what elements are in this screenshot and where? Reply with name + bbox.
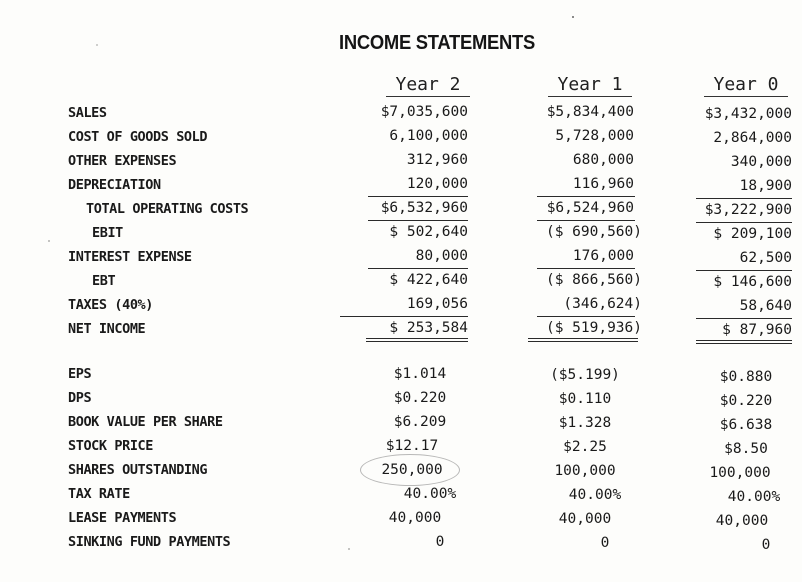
cell-interest-expense-year-1: 176,000 xyxy=(572,248,634,264)
cell-total-operating-costs-year-0: $3,222,900 xyxy=(704,202,792,218)
row-label-book-value-per-share: BOOK VALUE PER SHARE xyxy=(68,414,223,430)
cell-book-value-year-2: $6.209 xyxy=(393,414,447,430)
cell-ebt-year-1: ($ 866,560) xyxy=(545,272,642,288)
row-label-sinking-fund-payments: SINKING FUND PAYMENTS xyxy=(68,534,231,550)
underline-interest-expense-year-1 xyxy=(537,268,635,269)
cell-ebt-year-2: $ 422,640 xyxy=(389,272,468,288)
cell-stock-price-year-0: $8.50 xyxy=(724,441,768,457)
cell-lease-payments-year-0: 40,000 xyxy=(715,513,769,529)
cell-sales-year-2: $7,035,600 xyxy=(380,104,468,120)
row-label-total-operating-costs: TOTAL OPERATING COSTS xyxy=(86,201,249,217)
double-underline-net-income-year-1-a xyxy=(528,338,638,339)
row-label-lease-payments: LEASE PAYMENTS xyxy=(68,510,177,526)
cell-shares-outstanding-year-0: 100,000 xyxy=(709,465,771,481)
cell-eps-year-0: $0.880 xyxy=(719,369,773,385)
cell-net-income-year-1: ($ 519,936) xyxy=(545,320,642,336)
column-header-year-2: Year 2 xyxy=(386,74,470,97)
cell-cogs-year-0: 2,864,000 xyxy=(713,130,792,146)
page-title: INCOME STATEMENTS xyxy=(339,32,536,54)
cell-shares-outstanding-year-1: 100,000 xyxy=(554,463,616,479)
underline-taxes-year-0 xyxy=(696,318,792,319)
cell-net-income-year-0: $ 87,960 xyxy=(722,322,792,338)
cell-shares-outstanding-year-2: 250,000 xyxy=(381,462,443,478)
cell-book-value-year-0: $6.638 xyxy=(719,417,773,433)
cell-total-operating-costs-year-1: $6,524,960 xyxy=(546,200,634,216)
cell-interest-expense-year-2: 80,000 xyxy=(415,248,468,264)
row-label-sales: SALES xyxy=(68,105,107,121)
double-underline-net-income-year-0-b xyxy=(696,343,792,344)
cell-tax-rate-year-0: 40.00% xyxy=(727,489,781,505)
cell-other-expenses-year-2: 312,960 xyxy=(406,152,468,168)
cell-lease-payments-year-2: 40,000 xyxy=(388,510,442,526)
cell-taxes-year-0: 58,640 xyxy=(739,298,792,314)
cell-depreciation-year-1: 116,960 xyxy=(572,176,634,192)
cell-ebit-year-0: $ 209,100 xyxy=(713,226,792,242)
cell-sinking-fund-year-2: 0 xyxy=(435,534,445,550)
cell-other-expenses-year-0: 340,000 xyxy=(730,154,792,170)
double-underline-net-income-year-2-a xyxy=(366,338,468,339)
underline-total-operating-costs-year-0 xyxy=(696,222,792,223)
row-label-ebt: EBT xyxy=(92,273,116,289)
cell-other-expenses-year-1: 680,000 xyxy=(572,152,634,168)
column-header-year-1: Year 1 xyxy=(548,74,632,97)
row-label-dps: DPS xyxy=(68,390,92,406)
double-underline-net-income-year-0-a xyxy=(696,340,792,341)
underline-taxes-year-1 xyxy=(537,316,635,317)
cell-stock-price-year-2: $12.17 xyxy=(385,438,439,454)
row-label-eps: EPS xyxy=(68,366,92,382)
cell-depreciation-year-2: 120,000 xyxy=(406,176,468,192)
double-underline-net-income-year-2-b xyxy=(366,341,468,342)
cell-dps-year-1: $0.110 xyxy=(558,391,612,407)
cell-sales-year-0: $3,432,000 xyxy=(704,106,792,122)
underline-depreciation-year-2 xyxy=(368,196,468,197)
row-label-other-expenses: OTHER EXPENSES xyxy=(68,153,177,169)
scan-speck xyxy=(572,16,574,18)
cell-ebt-year-0: $ 146,600 xyxy=(713,274,792,290)
cell-sinking-fund-year-0: 0 xyxy=(761,537,771,553)
row-label-cost-of-goods-sold: COST OF GOODS SOLD xyxy=(68,129,208,145)
column-header-year-0: Year 0 xyxy=(704,74,788,97)
cell-taxes-year-2: 169,056 xyxy=(406,296,468,312)
cell-sinking-fund-year-1: 0 xyxy=(600,535,610,551)
row-label-ebit: EBIT xyxy=(92,225,123,241)
cell-tax-rate-year-1: 40.00% xyxy=(568,487,622,503)
row-label-stock-price: STOCK PRICE xyxy=(68,438,154,454)
row-label-taxes: TAXES (40%) xyxy=(68,297,154,313)
cell-sales-year-1: $5,834,400 xyxy=(546,104,634,120)
underline-interest-expense-year-0 xyxy=(696,270,792,271)
cell-ebit-year-1: ($ 690,560) xyxy=(545,224,642,240)
cell-eps-year-1: ($5.199) xyxy=(550,367,620,383)
underline-depreciation-year-0 xyxy=(696,198,792,199)
cell-cogs-year-2: 6,100,000 xyxy=(389,128,468,144)
cell-total-operating-costs-year-2: $6,532,960 xyxy=(380,200,468,216)
double-underline-net-income-year-1-b xyxy=(528,341,638,342)
cell-stock-price-year-1: $2.25 xyxy=(563,439,607,455)
underline-interest-expense-year-2 xyxy=(368,268,468,269)
row-label-depreciation: DEPRECIATION xyxy=(68,177,161,193)
cell-interest-expense-year-0: 62,500 xyxy=(739,250,792,266)
cell-taxes-year-1: (346,624) xyxy=(563,296,642,312)
row-label-tax-rate: TAX RATE xyxy=(68,486,130,502)
scan-speck xyxy=(96,44,98,46)
cell-dps-year-2: $0.220 xyxy=(393,390,447,406)
cell-ebit-year-2: $ 502,640 xyxy=(389,224,468,240)
scan-speck xyxy=(48,240,50,242)
cell-depreciation-year-0: 18,900 xyxy=(739,178,792,194)
cell-eps-year-2: $1.014 xyxy=(393,366,447,382)
cell-tax-rate-year-2: 40.00% xyxy=(403,486,457,502)
scan-speck xyxy=(348,548,350,550)
cell-cogs-year-1: 5,728,000 xyxy=(555,128,634,144)
row-label-interest-expense: INTEREST EXPENSE xyxy=(68,249,192,265)
cell-lease-payments-year-1: 40,000 xyxy=(558,511,612,527)
underline-taxes-year-2 xyxy=(340,316,468,317)
underline-total-operating-costs-year-1 xyxy=(537,220,635,221)
cell-dps-year-0: $0.220 xyxy=(719,393,773,409)
row-label-shares-outstanding: SHARES OUTSTANDING xyxy=(68,462,208,478)
underline-total-operating-costs-year-2 xyxy=(368,220,468,221)
row-label-net-income: NET INCOME xyxy=(68,321,146,337)
cell-net-income-year-2: $ 253,584 xyxy=(389,320,468,336)
cell-book-value-year-1: $1.328 xyxy=(558,415,612,431)
underline-depreciation-year-1 xyxy=(537,196,635,197)
